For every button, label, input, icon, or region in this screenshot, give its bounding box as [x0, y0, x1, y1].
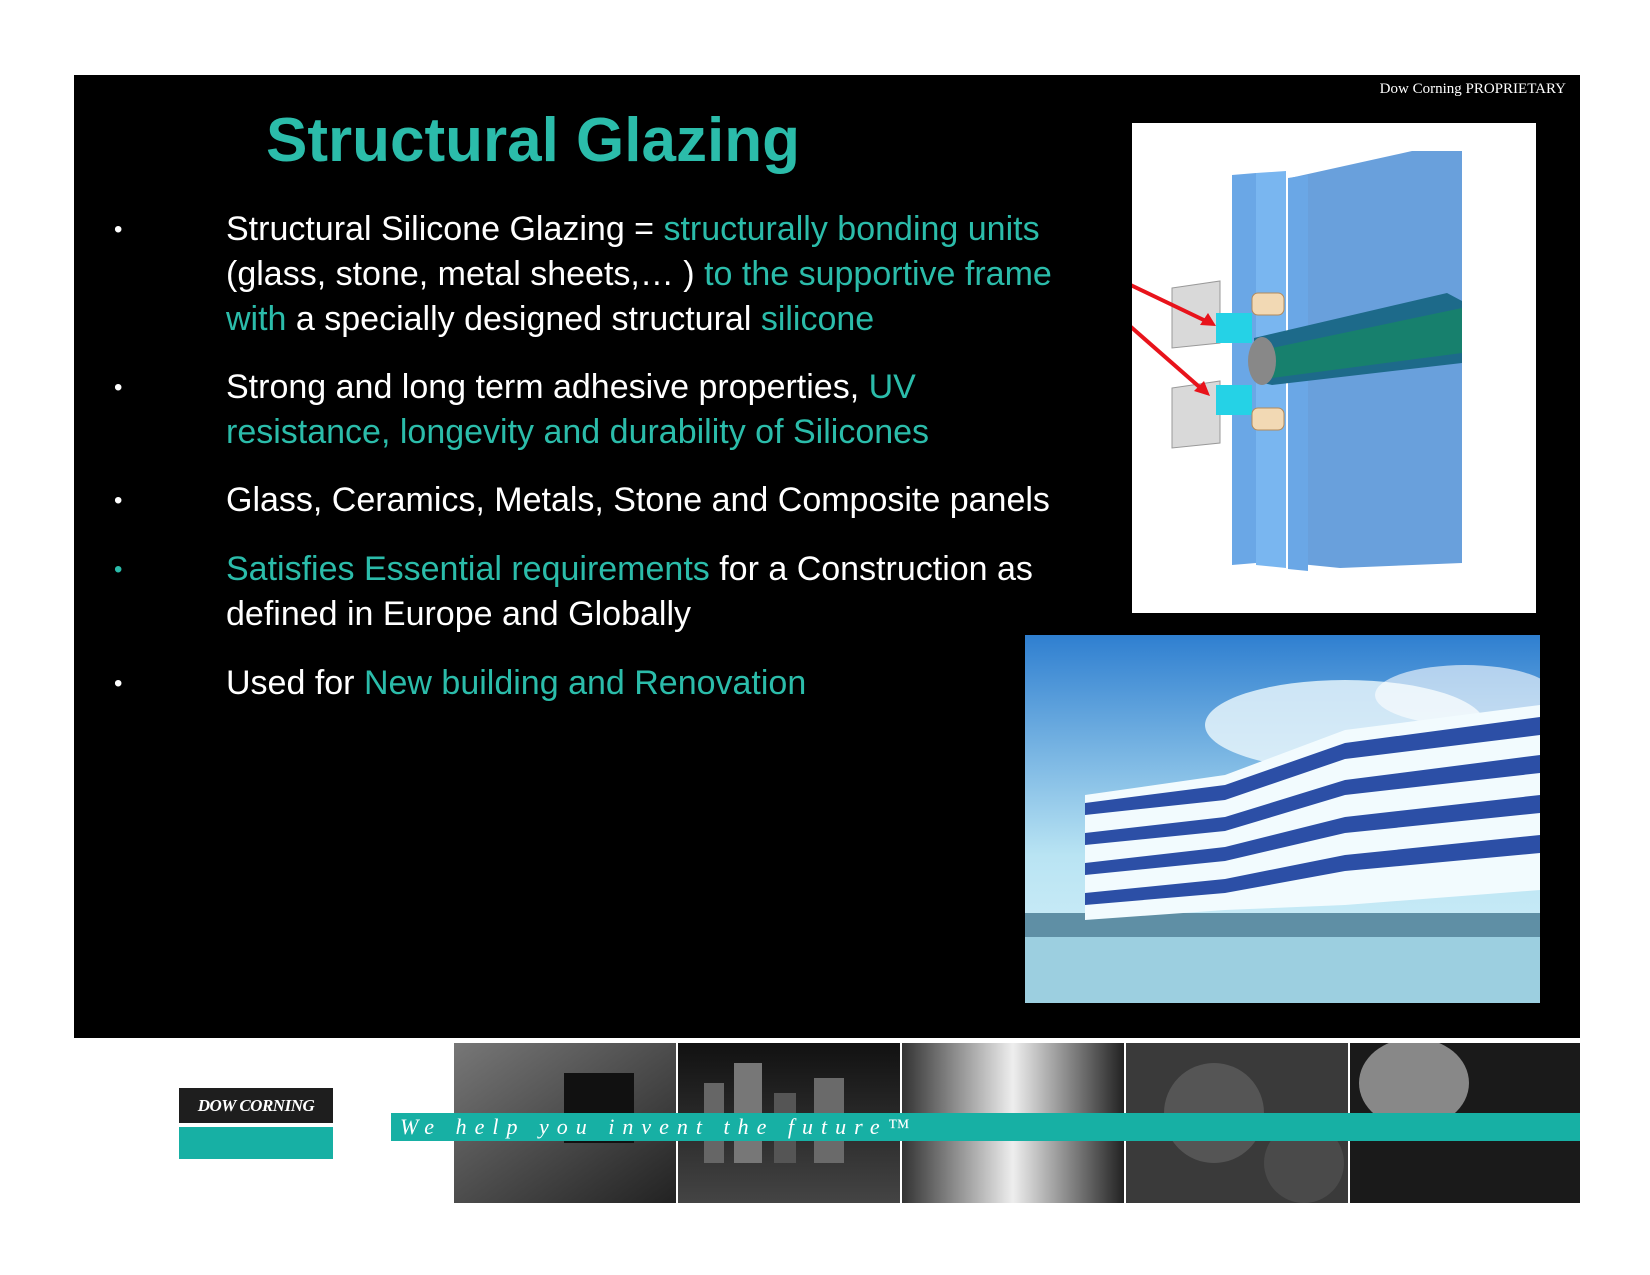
parking-lot [1025, 935, 1540, 1003]
bullet-text: a specially designed structural [286, 300, 761, 338]
glazing-cross-section-diagram [1132, 123, 1536, 613]
logo-teal-block [179, 1127, 333, 1159]
bullet-item [114, 661, 1074, 706]
silicone-bead-top [1216, 313, 1252, 343]
bullet-text: for a Construction as defined in Europe and Globally [226, 550, 1033, 633]
bullet-text: Used for [226, 664, 364, 702]
bullet-highlight: Satisfies Essential requirements [226, 550, 710, 588]
bullet-dot: • [114, 216, 123, 243]
bullet-highlight: structurally bonding units [663, 210, 1040, 248]
bullet-item [114, 365, 1074, 455]
backer-rod [1248, 337, 1276, 385]
building-photo [1025, 635, 1540, 1003]
tagline: We help you invent the future™ [400, 1114, 918, 1139]
bullet-text: Structural Silicone Glazing = [226, 210, 664, 248]
bullet-highlight: silicone [760, 300, 875, 338]
diagram-svg [1132, 123, 1536, 613]
bullet-list [114, 207, 1074, 706]
bullet-text: Glass, Ceramics, Metals, Stone and Composite panels [226, 481, 1050, 519]
bullet-text: Strong and long term adhesive properties, [226, 368, 869, 406]
silicone-bead-bottom [1216, 385, 1252, 415]
bullet-dot: • [114, 487, 123, 514]
slide-panel [74, 75, 1580, 1038]
bullet-dot: • [114, 374, 123, 401]
bullet-dot: • [114, 556, 123, 583]
bullet-dot: • [114, 670, 123, 697]
building-photo-svg [1025, 635, 1540, 1003]
dow-corning-logo: DOW CORNING [179, 1088, 333, 1123]
bullet-highlight: to the supportive frame with [226, 255, 1052, 338]
bullet-text: (glass, stone, metal sheets,… ) [226, 255, 705, 293]
bullet-highlight: UV resistance, longevity and durability of Silicones [226, 368, 930, 451]
spacer-bottom [1252, 408, 1284, 430]
bullet-item [114, 547, 1074, 637]
slide-title: Structural Glazing [266, 106, 800, 175]
bullet-item [114, 207, 1074, 342]
bullet-highlight: New building and Renovation [363, 664, 807, 702]
spacer-top [1252, 293, 1284, 315]
proprietary-label: Dow Corning PROPRIETARY [1379, 81, 1566, 97]
bullet-item [114, 478, 1074, 523]
